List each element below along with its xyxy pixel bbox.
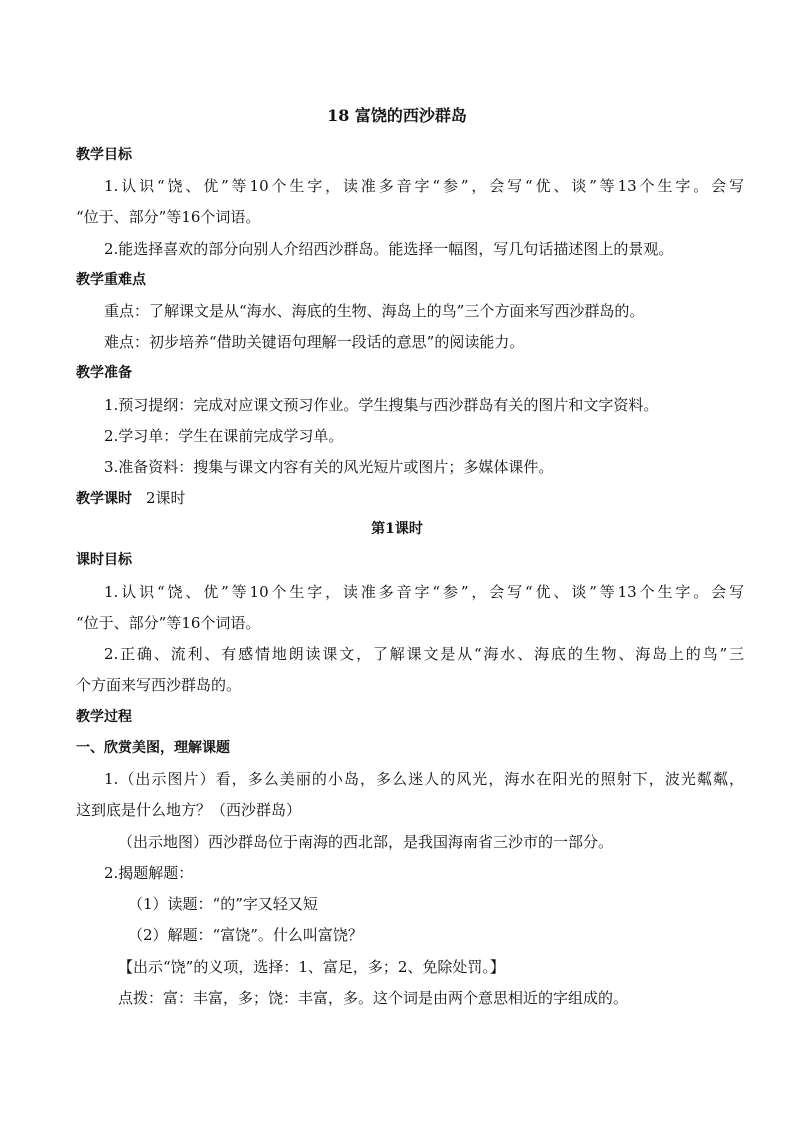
process-section-1-heading: 一、欣赏美图，理解课题 (76, 740, 230, 756)
process-p2-bracket-note: 【出示“饶”的义项，选择：1、富足，多；2、免除处罚。】 (118, 958, 505, 976)
process-p1-line-1: 1.（出示图片）看，多么美丽的小岛，多么迷人的风光，海水在阳光的照射下，波光粼粼， (104, 770, 744, 788)
preparation-heading: 教学准备 (76, 365, 132, 381)
process-p2-sub-2: （2）解题：“富饶”。什么叫富饶？ (128, 926, 363, 944)
lesson-goal-2-line-2: 个方面来写西沙群岛的。 (76, 676, 242, 694)
preparation-item-2: 2.学习单：学生在课前完成学习单。 (104, 427, 344, 445)
keypoints-heading: 教学重难点 (76, 272, 146, 288)
keypoint-difficulty: 难点：初步培养“借助关键语句理解一段话的意思”的阅读能力。 (104, 333, 525, 351)
lesson-goal-2-line-1: 2.正确、流利、有感情地朗读课文，了解课文是从“海水、海底的生物、海岛上的鸟”三 (104, 645, 744, 663)
goals-heading: 教学目标 (76, 147, 132, 163)
page-title: 18 富饶的西沙群岛 (327, 106, 467, 125)
process-p1-line-2: 这到底是什么地方？（西沙群岛） (76, 801, 302, 819)
process-p2: 2.揭题解题： (104, 864, 194, 882)
preparation-item-3: 3.准备资料：搜集与课文内容有关的风光短片或图片；多媒体课件。 (104, 458, 554, 476)
teaching-hours-line (76, 488, 726, 509)
lesson-1-heading: 第1课时 (371, 521, 423, 537)
process-p2-sub-1: （1）读题：“的”字又轻又短 (128, 895, 318, 913)
process-p2-tip: 点拨：富：丰富，多；饶：丰富，多。这个词是由两个意思相近的字组成的。 (118, 989, 629, 1007)
goal-item-2: 2.能选择喜欢的部分向别人介绍西沙群岛。能选择一幅图，写几句话描述图上的景观。 (104, 240, 674, 258)
lesson-goal-1-line-2: “位于、部分”等16个词语。 (76, 614, 261, 632)
teaching-hours-value: 2课时 (146, 489, 186, 507)
process-p1-map: （出示地图）西沙群岛位于南海的西北部，是我国海南省三沙市的一部分。 (118, 833, 614, 851)
process-heading: 教学过程 (76, 709, 132, 725)
lesson-goals-heading: 课时目标 (76, 552, 132, 568)
preparation-item-1: 1.预习提纲：完成对应课文预习作业。学生搜集与西沙群岛有关的图片和文字资料。 (104, 396, 659, 414)
goal-item-1-line-1: 1.认识“饶、优”等10个生字，读准多音字“参”，会写“优、谈”等13个生字。会写 (104, 177, 744, 195)
keypoint-focus: 重点：了解课文是从“海水、海底的生物、海岛上的鸟”三个方面来写西沙群岛的。 (104, 302, 645, 320)
goal-item-1-line-2: “位于、部分”等16个词语。 (76, 208, 261, 226)
teaching-hours-heading: 教学课时 (76, 491, 132, 507)
lesson-goal-1-line-1: 1.认识“饶、优”等10个生字，读准多音字“参”，会写“优、谈”等13个生字。会写 (104, 583, 744, 601)
